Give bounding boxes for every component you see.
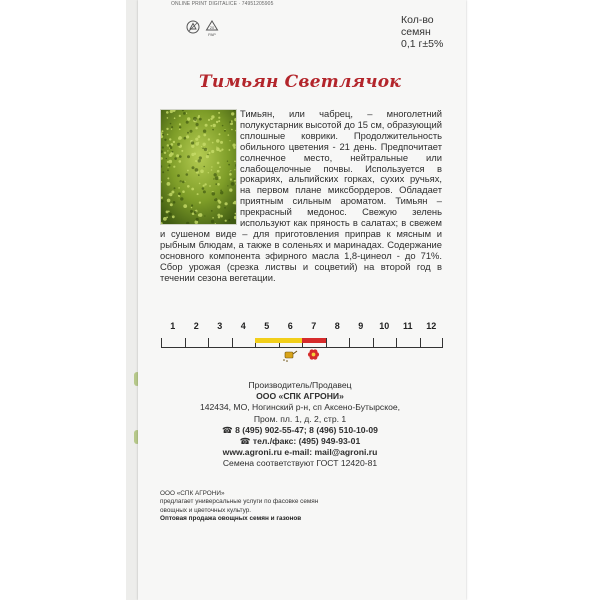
calendar-tick (208, 338, 209, 347)
calendar-month-label: 1 (170, 321, 176, 331)
calendar-tick (396, 338, 397, 347)
calendar-tick (420, 338, 421, 347)
producer-phones: ☎ 8 (495) 902-55-47; 8 (496) 510-10-09 (222, 424, 378, 435)
footer-text: овощных и цветочных культур. (160, 506, 252, 514)
producer-web: www.agroni.ru e-mail: mail@agroni.ru (222, 447, 378, 458)
calendar-month-label: 9 (358, 321, 364, 331)
svg-text:20: 20 (209, 25, 215, 30)
producer-info (0, 380, 600, 470)
calendar-month-label: 8 (334, 321, 340, 331)
calendar-tick (232, 338, 233, 347)
watering-can-icon (282, 348, 298, 362)
calendar-tick (442, 338, 443, 347)
footer-ad (160, 490, 460, 524)
footer-wholesale: Оптовая продажа овощных семян и газонов (160, 515, 302, 523)
flowering-period-bar (302, 338, 326, 343)
print-code: ONLINE PRINT DIGITALICE · 74951205905 (171, 1, 274, 7)
calendar-tick (161, 338, 162, 347)
producer-company: ООО «СПК АГРОНИ» (256, 391, 344, 402)
calendar-tick (373, 338, 374, 347)
pap-recycling-icon (205, 20, 219, 38)
calendar-month-label: 10 (379, 321, 390, 331)
calendar-month-label: 4 (240, 321, 246, 331)
producer-address: 142434, МО, Ногинский р-н, сп Аксено-Бутырское, (199, 402, 401, 413)
calendar-tick (349, 338, 350, 347)
calendar-baseline (161, 347, 443, 348)
qty-label: семян (401, 26, 431, 38)
seed-quantity (401, 14, 443, 50)
qty-label: Кол-во (401, 14, 434, 26)
calendar-month-label: 12 (426, 321, 437, 331)
calendar-tick (326, 338, 327, 347)
description-text: Тимьян, или чабрец, – многолетний полукустарник высотой до 15 см, образующий сплошные коврики. Продолжительность обильного цветения - 21 день. Предпочитает солнечное место, нейтральные или слабощелочные почвы. Используется в рокариях, альпийских горках, сухих ручьях, на первом плане миксбордеров. Обладает приятным сильным ароматом. Тимьян – прекрасный медонос. Свежую зелень используют как пряность в салатах; в свежем и сушеном виде – для приготовления приправ к мясным и рыбным блюдам, а также в соленьях и маринадах. Содержание основного компонента эфирного масла 1,8-цинеол - до 71%. Сбор урожая (срезка листвы и соцветий) на второй год в течении сезона вегетации. (160, 108, 442, 283)
producer-fax: ☎ тел./факс: (495) 949-93-01 (239, 436, 361, 447)
photo-spacer (160, 109, 240, 225)
footer-company: ООО «СПК АГРОНИ» (160, 490, 225, 497)
calendar-month-label: 7 (311, 321, 317, 331)
sowing-period-bar (255, 338, 302, 343)
producer-heading: Производитель/Продавец (248, 380, 352, 390)
calendar-tick (185, 338, 186, 347)
calendar-month-label: 3 (217, 321, 223, 331)
sowing-calendar (161, 316, 443, 364)
qty-value: 0,1 г±5% (401, 38, 444, 50)
svg-text:PAP: PAP (208, 32, 216, 37)
recycle-icon (186, 20, 200, 34)
flower-icon (307, 348, 320, 361)
product-title: Тимьян Светлячок (199, 72, 401, 92)
producer-gost: Семена соответствуют ГОСТ 12420-81 (222, 458, 378, 469)
footer-text: предлагает универсальные услуги по фасовке семян (160, 498, 319, 506)
calendar-month-label: 11 (402, 321, 413, 331)
calendar-month-label: 2 (193, 321, 199, 331)
calendar-month-label: 5 (264, 321, 270, 331)
producer-address-2: Пром. пл. 1, д. 2, стр. 1 (253, 413, 347, 424)
product-description (160, 109, 442, 284)
calendar-month-label: 6 (287, 321, 293, 331)
